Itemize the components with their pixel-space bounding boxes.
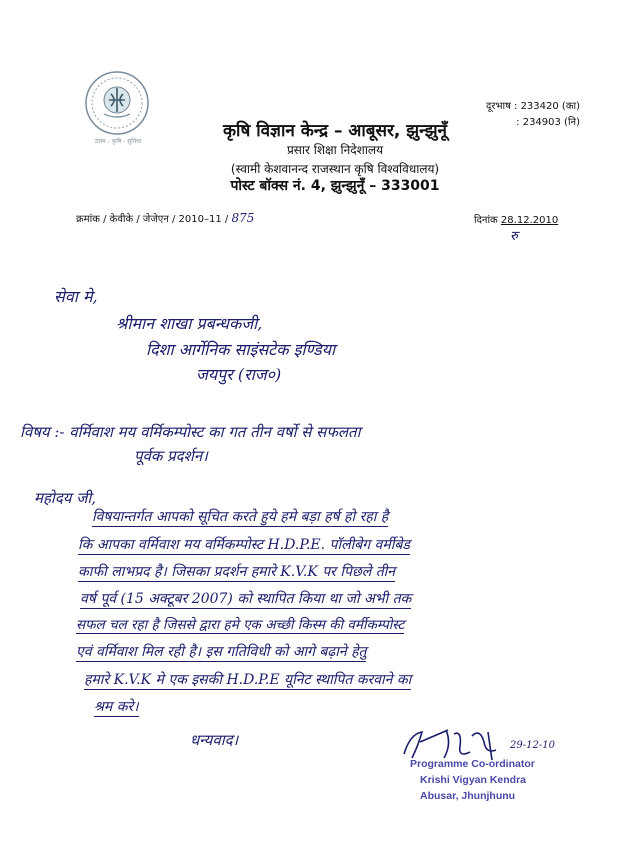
phone-office: दूरभाष : 233420 (का) xyxy=(486,101,580,112)
subject-line-2: पूर्वक प्रदर्शन। xyxy=(134,447,208,465)
letter-date xyxy=(474,212,558,226)
designation-stamp: Programme Co-ordinator xyxy=(410,758,535,770)
date-value: 28.12.2010 xyxy=(500,215,559,226)
recipient-line-2: दिशा आर्गेनिक साइंसटेक इण्डिया xyxy=(146,340,336,359)
subject-line-1: विषय :- वर्मिवाश मय वर्मिकम्पोस्ट का गत तीन वर्षो से सफलता xyxy=(20,423,361,441)
body-line: विषयान्तर्गत आपको सूचित करते हुये हमे बड़ा हर्ष हो रहा है xyxy=(92,509,389,525)
greeting: महोदय जी, xyxy=(34,489,97,507)
directorate: प्रसार शिक्षा निदेशालय xyxy=(286,143,384,157)
org-name: कृषि विज्ञान केन्द्र – आबूसर, झुन्झुनूँ xyxy=(222,121,447,141)
recipient-line-1: श्रीमान शाखा प्रबन्धकजी, xyxy=(116,314,263,333)
reference-number xyxy=(76,211,254,225)
university: (स्वामी केशवानन्द राजस्थान कृषि विश्वविधालय) xyxy=(230,162,440,176)
org-stamp: Krishi Vigyan Kendra xyxy=(420,774,527,786)
date-mark: रु xyxy=(510,229,518,244)
body-line: सफल चल रहा है जिससे द्वारा हमे एक अच्छी किस्म की वर्मीकम्पोस्ट xyxy=(76,617,405,633)
salutation-to: सेवा मे, xyxy=(54,287,98,306)
body-line: वर्ष पूर्व (15 अक्टूबर 2007) को स्थापित किया था जो अभी तक xyxy=(80,591,412,607)
place-stamp: Abusar, Jhunjhunu xyxy=(420,790,516,802)
logo-caption: उत्तम - कृषि - सुविधा xyxy=(94,138,142,145)
phone-residence: : 234903 (नि) xyxy=(516,117,580,128)
recipient-line-3: जयपुर (राज०) xyxy=(196,365,282,384)
body-line: एवं वर्मिवाश मिल रही है। इस गतिविधी को आगे बढ़ाने हेतु xyxy=(76,644,367,660)
address: पोस्ट बॉक्स नं. 4, झुन्झुनूँ – 333001 xyxy=(230,178,440,194)
reference-number-label: क्रमांक / केवीके / जेजेएन / 2010–11 / xyxy=(76,214,229,225)
body-line: काफी लाभप्रद है। जिसका प्रदर्शन हमारे K.V.K पर पिछले तीन xyxy=(78,564,396,580)
reference-number-value: 875 xyxy=(231,211,255,225)
date-label: दिनांक xyxy=(474,215,498,226)
body-line: कि आपका वर्मिवाश मय वर्मिकम्पोस्ट H.D.P.E. पॉलीबेग वर्मीबेड xyxy=(78,537,410,553)
body-line: श्रम करे। xyxy=(94,699,139,715)
body-line: हमारे K.V.K मे एक इसकी H.D.P.E यूनिट स्थापित करवाने का xyxy=(84,672,412,688)
closing: धन्यवाद। xyxy=(190,731,239,749)
signature-date: 29-12-10 xyxy=(510,740,555,751)
